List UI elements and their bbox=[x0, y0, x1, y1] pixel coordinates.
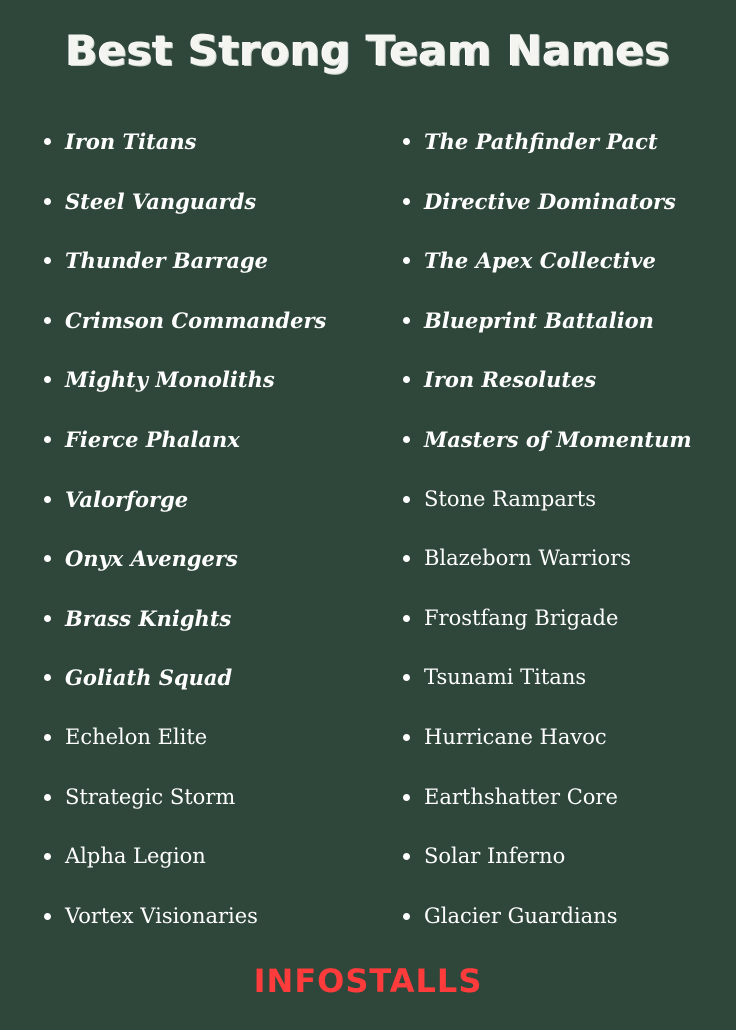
team-name: The Pathfinder Pact bbox=[424, 129, 658, 154]
team-name: Frostfang Brigade bbox=[424, 605, 619, 630]
bullet-icon bbox=[403, 615, 410, 622]
team-names-left-column bbox=[44, 112, 374, 946]
bullet-icon bbox=[44, 913, 51, 920]
brand-logo: INFOSTALLS bbox=[253, 962, 483, 1000]
list-item bbox=[44, 410, 374, 470]
team-name: Echelon Elite bbox=[65, 724, 208, 749]
list-item bbox=[44, 648, 374, 708]
list-item bbox=[44, 350, 374, 410]
bullet-icon bbox=[403, 436, 410, 443]
team-name: Steel Vanguards bbox=[65, 188, 257, 214]
team-name: Hurricane Havoc bbox=[424, 724, 607, 749]
list-item bbox=[403, 589, 723, 649]
bullet-icon bbox=[44, 674, 51, 681]
list-item bbox=[44, 529, 374, 589]
list-item bbox=[44, 827, 374, 887]
list-item bbox=[403, 887, 723, 947]
list-item bbox=[44, 291, 374, 351]
list-item bbox=[403, 827, 723, 887]
team-name: Blazeborn Warriors bbox=[424, 546, 632, 571]
list-item bbox=[403, 231, 723, 291]
list-item bbox=[403, 112, 723, 172]
list-item bbox=[403, 529, 723, 589]
bullet-icon bbox=[403, 674, 410, 681]
team-names-right-column bbox=[403, 112, 723, 946]
team-name: Stone Ramparts bbox=[424, 486, 597, 511]
list-item bbox=[403, 708, 723, 768]
list-item bbox=[403, 768, 723, 828]
list-item bbox=[44, 470, 374, 530]
team-name: Crimson Commanders bbox=[65, 307, 327, 333]
list-item bbox=[44, 231, 374, 291]
team-name: Fierce Phalanx bbox=[65, 426, 240, 452]
bullet-icon bbox=[403, 734, 410, 741]
team-name: Iron Titans bbox=[65, 129, 197, 154]
list-item bbox=[403, 470, 723, 530]
team-name: Tsunami Titans bbox=[424, 665, 587, 690]
bullet-icon bbox=[44, 376, 51, 383]
bullet-icon bbox=[44, 198, 51, 205]
bullet-icon bbox=[403, 257, 410, 264]
list-item bbox=[44, 172, 374, 232]
team-name: Solar Inferno bbox=[424, 844, 566, 869]
bullet-icon bbox=[44, 257, 51, 264]
team-name: Brass Knights bbox=[65, 605, 232, 631]
team-name: Masters of Momentum bbox=[424, 426, 692, 452]
bullet-icon bbox=[44, 794, 51, 801]
list-item bbox=[44, 708, 374, 768]
list-item bbox=[403, 172, 723, 232]
bullet-icon bbox=[44, 496, 51, 503]
list-item bbox=[403, 291, 723, 351]
list-item bbox=[44, 589, 374, 649]
team-name: Onyx Avengers bbox=[65, 546, 238, 572]
bullet-icon bbox=[403, 138, 410, 145]
team-name: The Apex Collective bbox=[424, 248, 656, 274]
bullet-icon bbox=[403, 198, 410, 205]
team-name: Valorforge bbox=[65, 486, 189, 512]
bullet-icon bbox=[44, 853, 51, 860]
team-name: Vortex Visionaries bbox=[65, 903, 258, 928]
team-name: Blueprint Battalion bbox=[424, 307, 654, 333]
bullet-icon bbox=[44, 734, 51, 741]
team-name: Glacier Guardians bbox=[424, 903, 618, 928]
team-name: Thunder Barrage bbox=[65, 248, 268, 274]
team-name: Earthshatter Core bbox=[424, 784, 618, 809]
bullet-icon bbox=[44, 436, 51, 443]
bullet-icon bbox=[44, 615, 51, 622]
bullet-icon bbox=[44, 555, 51, 562]
list-item bbox=[403, 350, 723, 410]
list-item bbox=[403, 410, 723, 470]
bullet-icon bbox=[403, 496, 410, 503]
bullet-icon bbox=[44, 317, 51, 324]
team-name: Mighty Monoliths bbox=[65, 367, 275, 393]
bullet-icon bbox=[403, 794, 410, 801]
team-name: Iron Resolutes bbox=[424, 367, 597, 393]
list-item bbox=[44, 112, 374, 172]
list-item bbox=[44, 887, 374, 947]
team-name: Goliath Squad bbox=[65, 665, 233, 691]
team-name: Strategic Storm bbox=[65, 784, 236, 809]
bullet-icon bbox=[403, 317, 410, 324]
bullet-icon bbox=[403, 913, 410, 920]
bullet-icon bbox=[403, 555, 410, 562]
list-item bbox=[44, 768, 374, 828]
page-title: Best Strong Team Names bbox=[65, 26, 671, 75]
team-name: Alpha Legion bbox=[65, 844, 206, 869]
list-item bbox=[403, 648, 723, 708]
team-name: Directive Dominators bbox=[424, 188, 676, 214]
bullet-icon bbox=[403, 853, 410, 860]
bullet-icon bbox=[403, 376, 410, 383]
bullet-icon bbox=[44, 138, 51, 145]
